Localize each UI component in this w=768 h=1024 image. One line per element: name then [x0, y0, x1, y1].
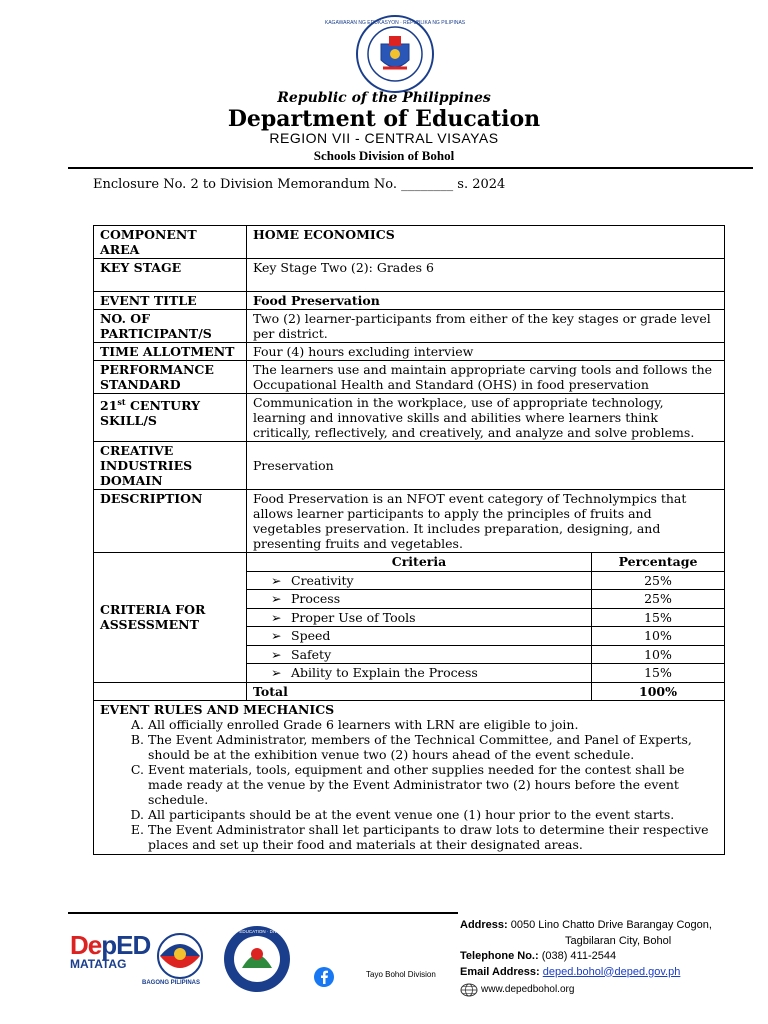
- criteria-row: [247, 608, 724, 627]
- criteria-pct: 25%: [592, 590, 725, 609]
- region-heading: REGION VII - CENTRAL VISAYAS: [269, 130, 499, 146]
- criteria-header-row: [247, 553, 724, 571]
- criteria-pct: 15%: [592, 608, 725, 627]
- arrow-bullet-icon: ➢: [271, 572, 282, 588]
- table-row: [94, 343, 725, 361]
- total-row: [94, 682, 725, 701]
- criteria-name: Speed: [291, 628, 331, 643]
- row-value: HOME ECONOMICS: [247, 226, 725, 259]
- division-heading: Schools Division of Bohol: [313, 148, 455, 163]
- criteria-table: [247, 553, 724, 682]
- table-row: [94, 310, 725, 343]
- row-label: TIME ALLOTMENT: [94, 343, 247, 361]
- percentage-header: Percentage: [592, 553, 725, 571]
- row-label: COMPONENT AREA: [94, 226, 247, 259]
- criteria-name: Safety: [291, 646, 332, 662]
- rules-title: EVENT RULES AND MECHANICS: [100, 702, 335, 717]
- event-details-table: [93, 225, 725, 855]
- total-value: 100%: [592, 683, 725, 701]
- row-label: CREATIVE INDUSTRIES DOMAIN: [94, 442, 247, 490]
- criteria-row: [247, 627, 724, 646]
- criteria-name: Creativity: [291, 572, 354, 588]
- arrow-bullet-icon: ➢: [271, 665, 282, 680]
- rule-item: C. Event materials, tools, equipment and other supplies needed for the contest shall be made ready at the venue by the Event Administrator two (2) hours before the event schedule.: [148, 762, 718, 807]
- bagong-pilipinas-label: BAGONG PILIPINAS: [142, 980, 201, 986]
- deped-matatag-logo: DepED MATATAG: [70, 930, 151, 971]
- facebook-icon[interactable]: [313, 966, 335, 988]
- criteria-row: [247, 664, 724, 682]
- enclosure-line: Enclosure No. 2 to Division Memorandum No. ________ s. 2024: [93, 177, 506, 192]
- arrow-bullet-icon: ➢: [271, 591, 282, 606]
- telephone-number: (038) 411-2544: [538, 950, 617, 962]
- row-value: Two (2) learner-participants from either of the key stages or grade level per district.: [247, 310, 725, 343]
- row-value: Food Preservation is an NFOT event category of Technolympics that allows learner participants to apply the principles of fruits and vegetables preservation. It includes preparation, designing, and presenting fruits and vegetables.: [247, 490, 725, 553]
- deped-seal-icon: [324, 14, 466, 94]
- rule-item: D. All participants should be at the event venue one (1) hour prior to the event starts.: [148, 807, 718, 822]
- criteria-name: Process: [291, 591, 341, 606]
- division-of-bohol-seal-icon: [200, 924, 314, 994]
- address-line-1: 0050 Lino Chatto Drive Barangay Cogon,: [507, 919, 712, 931]
- row-label: KEY STAGE: [94, 259, 247, 292]
- rules-list: [100, 717, 718, 852]
- row-value: Key Stage Two (2): Grades 6: [247, 259, 725, 292]
- email-link[interactable]: deped.bohol@deped.gov.ph: [542, 965, 681, 978]
- seal-lettering: KAGAWARAN NG EDUKASYON · REPUBLIKA NG PILIPINAS: [324, 20, 466, 26]
- row-value: Preservation: [247, 442, 725, 490]
- division-seal-lettering: DEPARTMENT OF EDUCATION · DIVISION OF BOHOL: [200, 929, 314, 934]
- table-row: [94, 394, 725, 442]
- header-divider: [68, 167, 753, 169]
- globe-icon: [460, 983, 478, 997]
- republic-heading: Republic of the Philippines: [277, 90, 491, 106]
- row-label: NO. OF PARTICIPANT/S: [94, 310, 247, 343]
- criteria-pct: 15%: [592, 664, 725, 682]
- row-value: Four (4) hours excluding interview: [247, 343, 725, 361]
- rule-item: E. The Event Administrator shall let participants to draw lots to determine their respective places and set up their food and materials at their designated areas.: [148, 822, 718, 852]
- criteria-row: [247, 645, 724, 664]
- rule-item: B. The Event Administrator, members of the Technical Committee, and Panel of Experts, should be at the exhibition venue two (2) hours ahead of the event schedule.: [148, 732, 718, 762]
- criteria-label: CRITERIA FOR ASSESSMENT: [94, 553, 247, 683]
- row-value: The learners use and maintain appropriate carving tools and follows the Occupational Health and Standard (OHS) in food preservation: [247, 361, 725, 394]
- row-label: PERFORMANCE STANDARD: [94, 361, 247, 394]
- row-label: EVENT TITLE: [94, 292, 247, 310]
- table-row: [94, 442, 725, 490]
- row-value: Food Preservation: [247, 292, 725, 310]
- criteria-row: [247, 590, 724, 609]
- contact-block: Address: 0050 Lino Chatto Drive Barangay Cogon, Tagbilaran City, Bohol Telephone No.: (038) 411-2544 Email Address: deped.bohol@deped.gov.ph www.depedbohol.org: [460, 918, 712, 998]
- table-row: [94, 361, 725, 394]
- table-row: [94, 226, 725, 259]
- address-line-2: Tagbilaran City, Bohol: [565, 934, 672, 947]
- criteria-pct: 10%: [592, 627, 725, 646]
- rules-row: [94, 701, 725, 855]
- criteria-name: Proper Use of Tools: [291, 609, 416, 625]
- row-label: DESCRIPTION: [94, 490, 247, 553]
- criteria-name: Ability to Explain the Process: [291, 665, 478, 680]
- criteria-header: Criteria: [247, 553, 592, 571]
- total-label: Total: [253, 683, 288, 699]
- arrow-bullet-icon: ➢: [271, 646, 282, 662]
- tayo-bohol-division-link[interactable]: Tayo Bohol Division: [366, 970, 436, 979]
- table-row: [94, 259, 725, 292]
- row-label: 21st CENTURY SKILL/S: [94, 394, 247, 442]
- table-row: [94, 490, 725, 553]
- criteria-pct: 25%: [592, 571, 725, 590]
- table-row: [94, 292, 725, 310]
- rule-item: A. All officially enrolled Grade 6 learners with LRN are eligible to join.: [148, 717, 718, 732]
- row-value: Communication in the workplace, use of appropriate technology, learning and innovative skills and abilities where learners think critically, reflectively, and creatively, and analyze and solve problems.: [247, 394, 725, 442]
- criteria-pct: 10%: [592, 645, 725, 664]
- table-row: [94, 553, 725, 683]
- website-link[interactable]: www.depedbohol.org: [481, 984, 575, 995]
- footer-divider: [68, 912, 458, 914]
- arrow-bullet-icon: ➢: [271, 628, 282, 643]
- criteria-row: [247, 571, 724, 590]
- arrow-bullet-icon: ➢: [271, 609, 282, 625]
- department-heading: Department of Education: [227, 106, 541, 132]
